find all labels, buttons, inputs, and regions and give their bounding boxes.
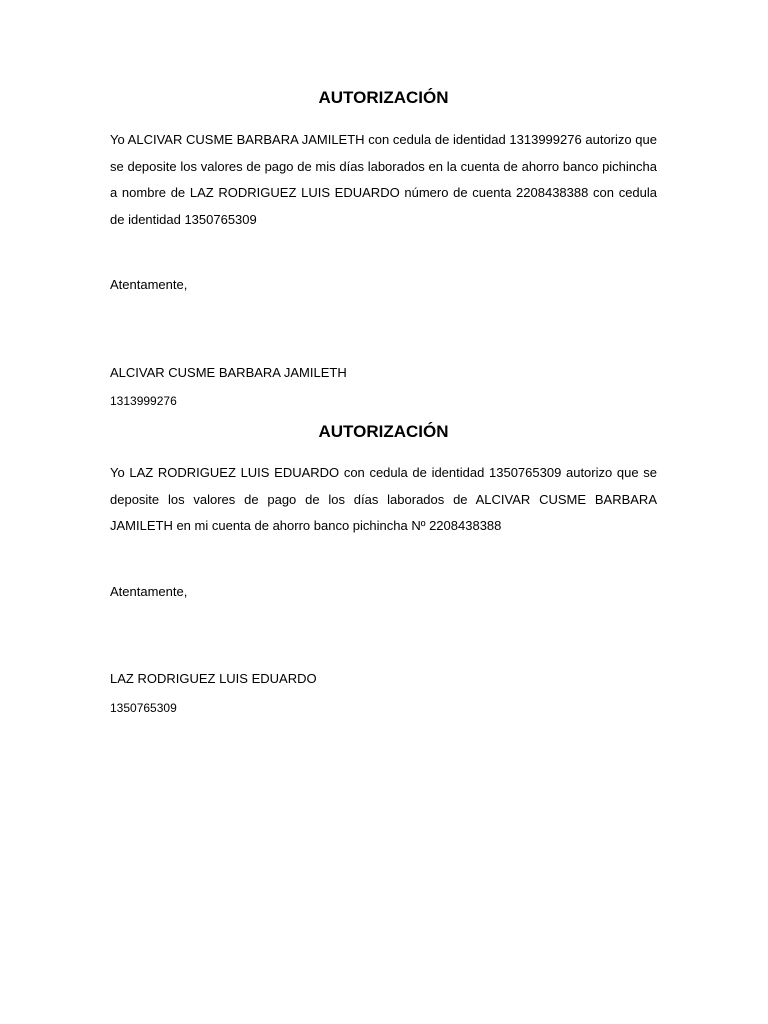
signer-id-2: 1350765309 [110, 701, 177, 715]
authorization-title-2: AUTORIZACIÓN [318, 422, 449, 441]
closing-2: Atentamente, [110, 584, 188, 599]
authorization-title-1: AUTORIZACIÓN [318, 88, 449, 107]
authorization-body-2: Yo LAZ RODRIGUEZ LUIS EDUARDO con cedula de identidad 1350765309 autorizo que se deposite los valores de pago de los días laborados de ALCIVAR CUSME BARBARA JAMILETH en mi cuenta de ahorro banco pichincha Nº 2208438388 [110, 465, 657, 533]
signer-name-2: LAZ RODRIGUEZ LUIS EDUARDO [110, 671, 317, 686]
signer-name-1: ALCIVAR CUSME BARBARA JAMILETH [110, 365, 347, 380]
authorization-body-1: Yo ALCIVAR CUSME BARBARA JAMILETH con cedula de identidad 1313999276 autorizo que se deposite los valores de pago de mis días laborados en la cuenta de ahorro banco pichincha a nombre de LAZ RODRIGUEZ LUIS EDUARDO número de cuenta 2208438388 con cedula de identidad 1350765309 [110, 132, 657, 227]
signer-id-1: 1313999276 [110, 394, 177, 408]
closing-1: Atentamente, [110, 277, 188, 292]
